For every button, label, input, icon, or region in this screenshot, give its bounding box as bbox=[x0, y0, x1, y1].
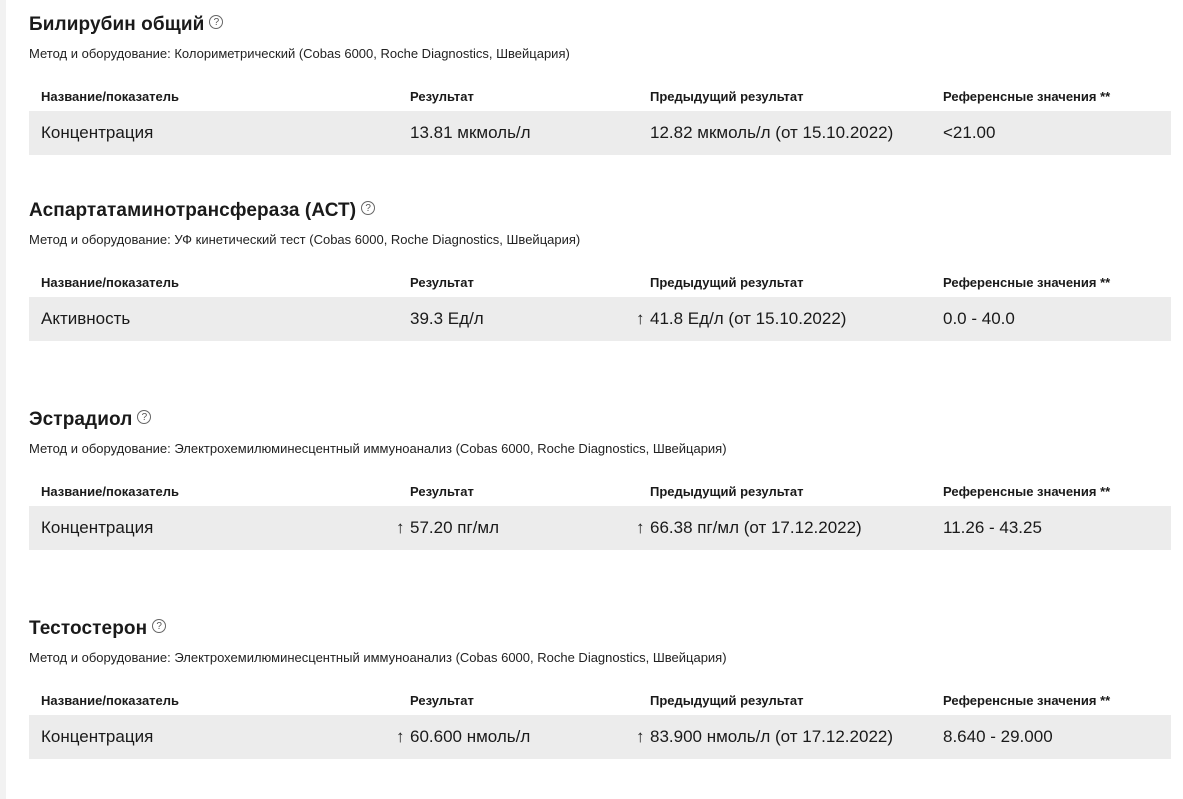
method-text: Метод и оборудование: Электрохемилюминесцентный иммуноанализ (Cobas 6000, Roche Diagnostics, Швейцария) bbox=[29, 441, 727, 456]
previous-result-value bbox=[636, 297, 846, 341]
column-header-result: Результат bbox=[410, 275, 474, 290]
column-header-name: Название/показатель bbox=[41, 693, 180, 708]
reference-value: <21.00 bbox=[943, 123, 996, 142]
test-section-testosterone bbox=[29, 614, 1171, 759]
test-section-ast bbox=[29, 196, 1171, 341]
previous-result-value: 12.82 мкмоль/л (от 15.10.2022) bbox=[650, 123, 894, 142]
column-header-name: Название/показатель bbox=[41, 89, 180, 104]
column-header-previous: Предыдущий результат bbox=[650, 89, 804, 104]
test-title-text: Билирубин общий bbox=[29, 14, 205, 35]
test-title-text: Эстрадиол bbox=[29, 409, 133, 430]
column-header-name: Название/показатель bbox=[41, 275, 180, 290]
reference-value: 8.640 - 29.000 bbox=[943, 727, 1053, 746]
column-header-reference: Референсные значения ** bbox=[943, 89, 1111, 104]
method-text: Метод и оборудование: УФ кинетический тест (Cobas 6000, Roche Diagnostics, Швейцария) bbox=[29, 232, 581, 247]
up-arrow-icon: ↑ bbox=[636, 309, 645, 328]
table-row bbox=[29, 715, 1171, 759]
table-row bbox=[29, 297, 1171, 341]
test-title bbox=[29, 405, 1171, 435]
previous-result-text: 83.900 нмоль/л (от 17.12.2022) bbox=[650, 727, 894, 746]
column-header-previous: Предыдущий результат bbox=[650, 484, 804, 499]
help-icon[interactable]: ? bbox=[361, 201, 375, 215]
column-header-result: Результат bbox=[410, 89, 474, 104]
previous-result-text: 66.38 пг/мл (от 17.12.2022) bbox=[650, 518, 862, 537]
reference-value: 0.0 - 40.0 bbox=[943, 309, 1015, 328]
result-value bbox=[396, 715, 530, 759]
up-arrow-icon: ↑ bbox=[396, 727, 405, 746]
indicator-name: Концентрация bbox=[41, 727, 154, 746]
column-header-previous: Предыдущий результат bbox=[650, 693, 804, 708]
left-border bbox=[0, 0, 6, 799]
up-arrow-icon: ↑ bbox=[636, 518, 645, 537]
table-header bbox=[29, 86, 1171, 108]
up-arrow-icon: ↑ bbox=[396, 518, 405, 537]
table-header bbox=[29, 481, 1171, 503]
up-arrow-icon: ↑ bbox=[636, 727, 645, 746]
column-header-reference: Референсные значения ** bbox=[943, 693, 1111, 708]
help-icon[interactable]: ? bbox=[137, 410, 151, 424]
result-text: 60.600 нмоль/л bbox=[410, 727, 531, 746]
test-title-text: Аспартатаминотрансфераза (АСТ) bbox=[29, 200, 357, 221]
test-title-text: Тестостерон bbox=[29, 618, 148, 639]
test-title bbox=[29, 10, 1171, 40]
column-header-previous: Предыдущий результат bbox=[650, 275, 804, 290]
table-row bbox=[29, 506, 1171, 550]
column-header-result: Результат bbox=[410, 484, 474, 499]
previous-result-value bbox=[636, 715, 893, 759]
indicator-name: Активность bbox=[41, 309, 131, 328]
result-value bbox=[396, 506, 499, 550]
table-header bbox=[29, 272, 1171, 294]
indicator-name: Концентрация bbox=[41, 123, 154, 142]
test-section-bilirubin bbox=[29, 10, 1171, 155]
table-header bbox=[29, 690, 1171, 712]
column-header-reference: Референсные значения ** bbox=[943, 275, 1111, 290]
help-icon[interactable]: ? bbox=[209, 15, 223, 29]
column-header-name: Название/показатель bbox=[41, 484, 180, 499]
test-section-estradiol bbox=[29, 405, 1171, 550]
help-icon[interactable]: ? bbox=[152, 619, 166, 633]
test-title bbox=[29, 196, 1171, 226]
table-row bbox=[29, 111, 1171, 155]
method-text: Метод и оборудование: Колориметрический (Cobas 6000, Roche Diagnostics, Швейцария) bbox=[29, 46, 570, 61]
result-text: 57.20 пг/мл bbox=[410, 518, 500, 537]
test-title bbox=[29, 614, 1171, 644]
indicator-name: Концентрация bbox=[41, 518, 154, 537]
column-header-reference: Референсные значения ** bbox=[943, 484, 1111, 499]
result-value: 39.3 Ед/л bbox=[410, 309, 484, 328]
method-text: Метод и оборудование: Электрохемилюминесцентный иммуноанализ (Cobas 6000, Roche Diagnostics, Швейцария) bbox=[29, 650, 727, 665]
previous-result-value bbox=[636, 506, 862, 550]
reference-value: 11.26 - 43.25 bbox=[943, 518, 1042, 537]
result-value: 13.81 мкмоль/л bbox=[410, 123, 531, 142]
previous-result-text: 41.8 Ед/л (от 15.10.2022) bbox=[650, 309, 847, 328]
column-header-result: Результат bbox=[410, 693, 474, 708]
